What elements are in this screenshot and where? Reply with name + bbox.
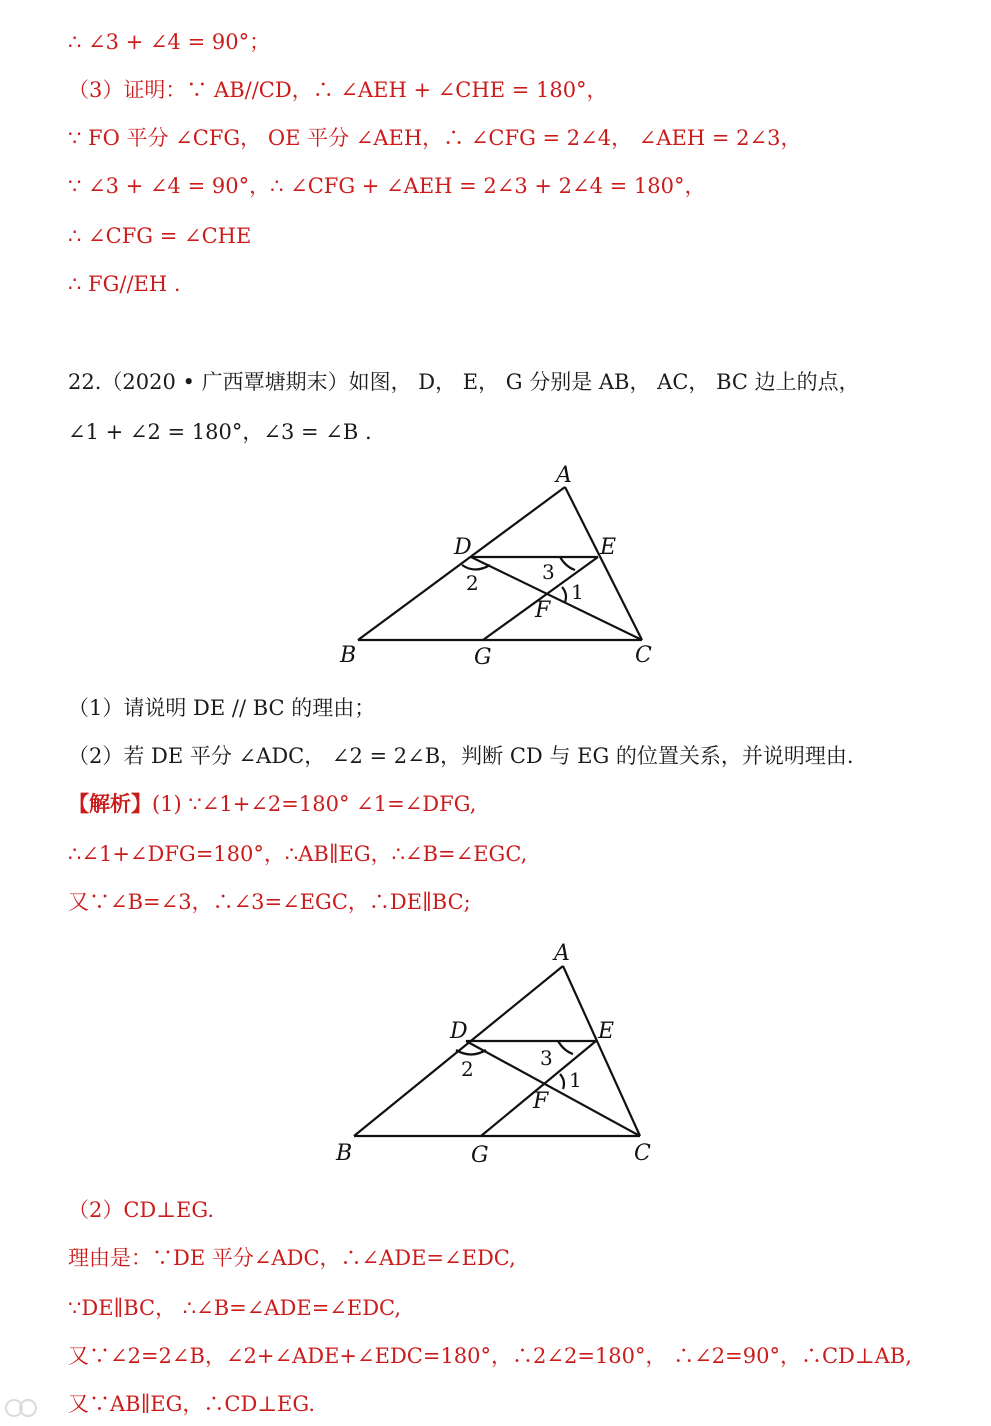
analysis-line1: 【解析】(1) ∵∠1+∠2=180° ∠1=∠DFG, — [68, 791, 477, 816]
solution-line: （3）证明：∵ AB//CD，∴ ∠AEH + ∠CHE = 180°， — [68, 78, 608, 102]
vertex-label-g: G — [474, 645, 492, 670]
vertex-label-e: E — [600, 535, 617, 560]
angle-label-3: 3 — [542, 560, 555, 584]
angle-label-1: 1 — [569, 1068, 582, 1092]
vertex-label-g: G — [471, 1143, 489, 1168]
analysis-tag: 【解析】 — [68, 791, 152, 816]
vertex-label-e: E — [598, 1019, 615, 1044]
logo-icon — [4, 1396, 40, 1420]
vertex-label-c: C — [634, 1141, 651, 1166]
angle-label-1: 1 — [571, 580, 584, 604]
part2-line1: （2）CD⊥EG. — [68, 1198, 215, 1222]
vertex-label-d: D — [454, 535, 472, 560]
analysis-line2: ∴∠1+∠DFG=180°，∴AB∥EG，∴∠B=∠EGC, — [68, 842, 528, 866]
angle-label-3: 3 — [540, 1046, 553, 1070]
question-1: （1）请说明 DE // BC 的理由； — [68, 696, 376, 720]
solution-line: ∴ FG//EH . — [68, 272, 181, 296]
vertex-label-d: D — [450, 1019, 468, 1044]
triangle-figure-1 — [330, 462, 670, 672]
watermark — [4, 1396, 144, 1422]
part2-line4: 又∵∠2=2∠B，∠2+∠ADE+∠EDC=180°，∴2∠2=180°， ∴∠2=90°，∴CD⊥AB, — [68, 1344, 912, 1368]
problem-statement-line1: 22.（2020 • 广西覃塘期末）如图， D， E， G 分别是 AB， AC， BC 边上的点， — [68, 370, 860, 394]
vertex-label-b: B — [340, 643, 357, 668]
vertex-label-c: C — [635, 643, 652, 668]
angle-label-2: 2 — [466, 571, 479, 595]
solution-line: ∵ FO 平分 ∠CFG， OE 平分 ∠AEH，∴ ∠CFG = 2∠4， ∠AEH = 2∠3， — [68, 126, 802, 150]
part2-line5: 又∵AB∥EG，∴CD⊥EG. — [68, 1392, 316, 1416]
vertex-label-a: A — [556, 463, 572, 488]
solution-line: ∴ ∠CFG = ∠CHE — [68, 224, 252, 248]
problem-statement-line2: ∠1 + ∠2 = 180°，∠3 = ∠B . — [68, 420, 372, 444]
solution-line: ∵ ∠3 + ∠4 = 90°，∴ ∠CFG + ∠AEH = 2∠3 + 2∠4 = 180°， — [68, 174, 706, 198]
triangle-figure-2 — [326, 938, 666, 1168]
vertex-label-a: A — [554, 941, 570, 966]
solution-line: ∴ ∠3 + ∠4 = 90°； — [68, 30, 271, 54]
part2-line3: ∵DE∥BC， ∴∠B=∠ADE=∠EDC, — [68, 1296, 402, 1320]
question-2: （2）若 DE 平分 ∠ADC， ∠2 = 2∠B，判断 CD 与 EG 的位置关系，并说明理由. — [68, 744, 854, 768]
part2-line2: 理由是：∵DE 平分∠ADC，∴∠ADE=∠EDC, — [68, 1246, 516, 1270]
vertex-label-f: F — [535, 598, 551, 623]
vertex-label-b: B — [336, 1141, 353, 1166]
analysis-line3: 又∵∠B=∠3，∴∠3=∠EGC，∴DE∥BC; — [68, 890, 471, 914]
vertex-label-f: F — [533, 1089, 549, 1114]
angle-label-2: 2 — [461, 1057, 474, 1081]
